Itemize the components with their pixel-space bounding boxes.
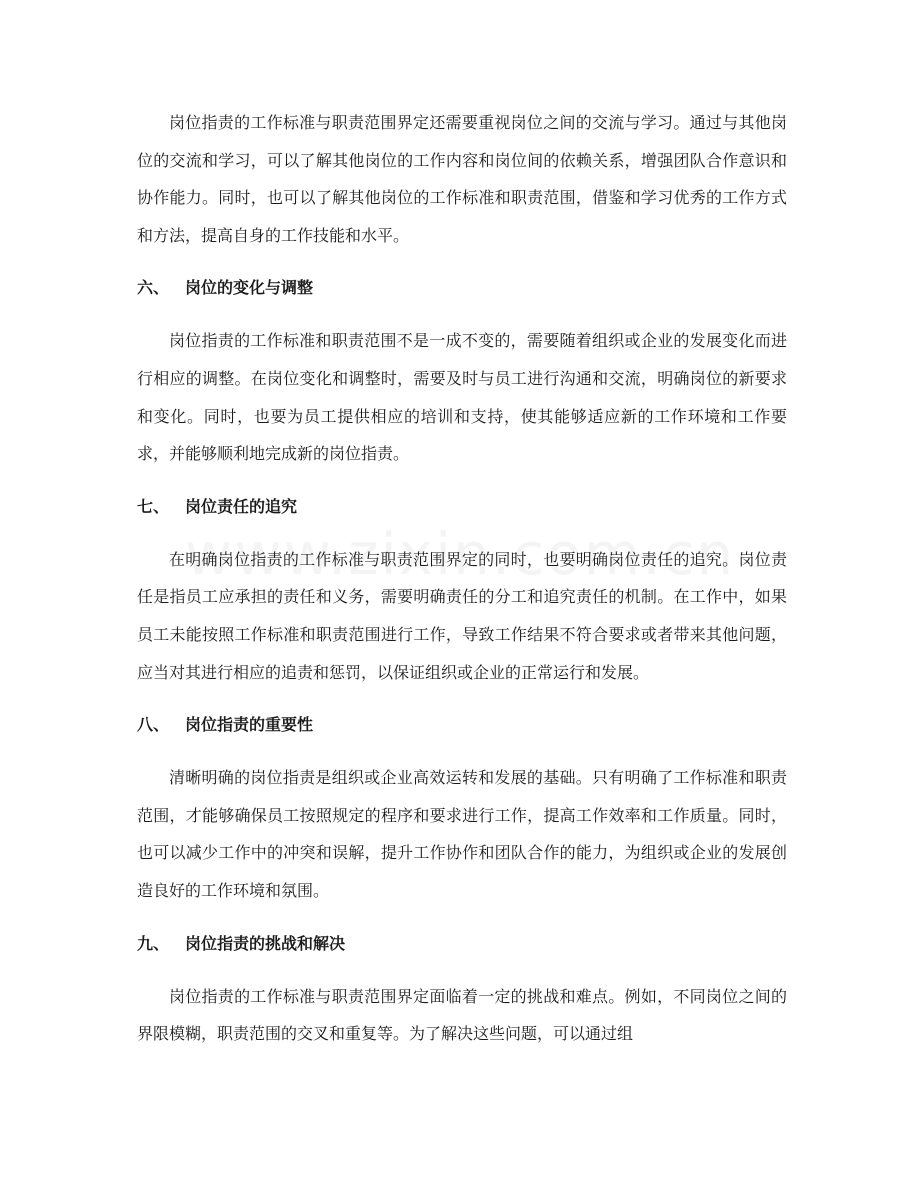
section-title: 岗位责任的追究: [185, 496, 298, 516]
paragraph-challenges: 岗位指责的工作标准与职责范围界定面临着一定的挑战和难点。例如，不同岗位之间的界限模糊，职责范围的交叉和重复等。为了解决这些问题，可以通过组: [137, 986, 787, 1044]
section-number: 七、: [137, 496, 170, 516]
paragraph-change-adjust: 岗位指责的工作标准和职责范围不是一成不变的，需要随着组织或企业的发展变化而进行相应的调整。在岗位变化和调整时，需要及时与员工进行沟通和交流，明确岗位的新要求和变化。同时，也要为员工提供相应的培训和支持，使其能够适应新的工作环境和工作要求，并能够顺利地完成新的岗位指责。: [137, 331, 787, 464]
section-heading-9: [137, 910, 787, 978]
section-heading-7: [137, 473, 787, 541]
paragraph-accountability: 在明确岗位指责的工作标准与职责范围界定的同时，也要明确岗位责任的追究。岗位责任是指员工应承担的责任和义务，需要明确责任的分工和追究责任的机制。在工作中，如果员工未能按照工作标准和职责范围进行工作，导致工作结果不符合要求或者带来其他问题，应当对其进行相应的追责和惩罚，以保证组织或企业的正常运行和发展。: [137, 549, 787, 682]
section-number: 八、: [137, 715, 170, 735]
section-title: 岗位指责的重要性: [185, 715, 314, 735]
paragraph-importance: 清晰明确的岗位指责是组织或企业高效运转和发展的基础。只有明确了工作标准和职责范围，才能够确保员工按照规定的程序和要求进行工作，提高工作效率和工作质量。同时，也可以减少工作中的冲突和误解，提升工作协作和团队合作的能力，为组织或企业的发展创造良好的工作环境和氛围。: [137, 768, 787, 900]
section-number: 六、: [137, 278, 170, 298]
section-title: 岗位的变化与调整: [185, 278, 314, 298]
paragraph-exchange-learning: 岗位指责的工作标准与职责范围界定还需要重视岗位之间的交流与学习。通过与其他岗位的交流和学习，可以了解其他岗位的工作内容和岗位间的依赖关系，增强团队合作意识和协作能力。同时，也可以了解其他岗位的工作标准和职责范围，借鉴和学习优秀的工作方式和方法，提高自身的工作技能和水平。: [137, 113, 787, 245]
section-heading-8: [137, 691, 787, 759]
section-heading-6: [137, 254, 787, 322]
section-title: 岗位指责的挑战和解决: [185, 933, 346, 953]
section-number: 九、: [137, 933, 170, 953]
document-body: [137, 104, 787, 1053]
